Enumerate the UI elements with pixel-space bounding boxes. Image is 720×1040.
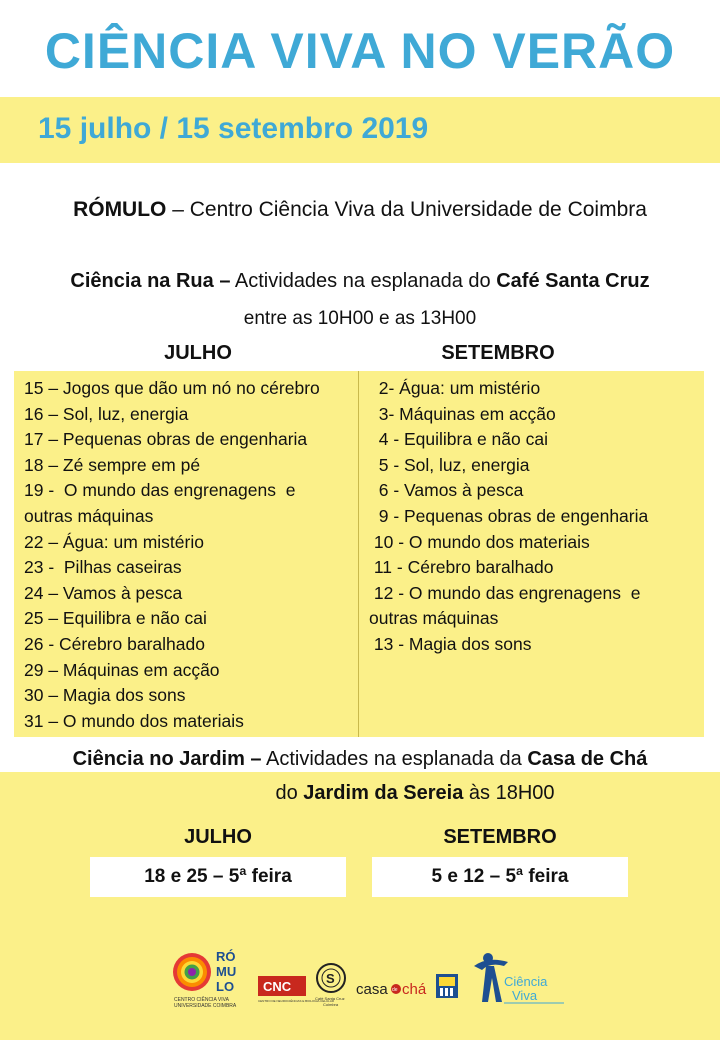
- building-logo: [436, 974, 458, 998]
- september-activity-item: 3- Máquinas em acção: [369, 403, 556, 424]
- july-activity-item: 19 - O mundo das engrenagens e: [24, 480, 296, 501]
- july-activity-item: 22 – Água: um mistério: [24, 531, 204, 552]
- cnc-logo-sub: CENTRO DE NEUROCIÊNCIAS E BIOLOGIA CELULAR: [258, 999, 335, 1003]
- september-activity-item: 4 - Equilibra e não cai: [369, 429, 548, 450]
- table-divider: [358, 371, 359, 737]
- cafe-logo-name: Café Santa Cruz: [315, 996, 345, 1001]
- ciencia-viva-logo: [474, 953, 564, 1003]
- casa-logo-mid: de: [392, 987, 398, 993]
- ciencia-viva-line2: Viva: [512, 988, 538, 1003]
- rua-description: Actividades na esplanada do: [230, 270, 497, 292]
- july-activity-item: 23 - Pilhas caseiras: [24, 557, 182, 578]
- romulo-logo-name-1: RÓ: [216, 949, 236, 964]
- rua-title: Ciência na Rua –: [70, 270, 231, 292]
- july-activity-item: 25 – Equilibra e não cai: [24, 608, 207, 629]
- july-activity-item: 30 – Magia dos sons: [24, 685, 186, 706]
- jardim-heading: [0, 748, 720, 771]
- september-activity-item: 5 - Sol, luz, energia: [369, 454, 530, 475]
- ciencia-viva-line1: Ciência: [504, 974, 548, 989]
- september-activity-item: 12 - O mundo das engrenagens e: [369, 582, 641, 603]
- jardim-july-header: JULHO: [184, 826, 252, 848]
- rua-heading: [0, 270, 720, 293]
- july-activity-item: 24 – Vamos à pesca: [24, 582, 183, 603]
- july-activity-item: 16 – Sol, luz, energia: [24, 403, 189, 424]
- jardim-line2-prefix: do: [275, 782, 304, 804]
- casa-logo-end: chá: [402, 981, 427, 998]
- rua-july-header: JULHO: [164, 342, 232, 364]
- july-activity-item: outras máquinas: [24, 505, 154, 526]
- september-activity-item: 6 - Vamos à pesca: [369, 480, 524, 501]
- rua-september-header: SETEMBRO: [441, 342, 555, 364]
- jardim-line2-place: Jardim da Sereia: [303, 782, 464, 804]
- july-activity-item: 17 – Pequenas obras de engenharia: [24, 429, 308, 450]
- jardim-description: Actividades na esplanada da: [261, 748, 528, 770]
- casa-logo-name: casa: [356, 981, 388, 998]
- cafe-logo-city: Coimbra: [323, 1002, 339, 1007]
- rua-time: entre as 10H00 e as 13H00: [243, 308, 477, 329]
- jardim-line2-time: às 18H00: [463, 782, 555, 804]
- july-activity-list: [24, 376, 354, 734]
- september-activity-item: 9 - Pequenas obras de engenharia: [369, 505, 649, 526]
- romulo-logo-name-3: LO: [216, 979, 235, 994]
- september-activity-item: outras máquinas: [369, 608, 499, 629]
- romulo-logo-line2: UNIVERSIDADE COIMBRA: [174, 1003, 237, 1009]
- july-activity-item: 18 – Zé sempre em pé: [24, 454, 201, 475]
- event-dates: 15 julho / 15 setembro 2019: [38, 112, 429, 145]
- rua-place: Café Santa Cruz: [496, 270, 650, 292]
- organizer-description: – Centro Ciência Viva da Universidade de Coimbra: [166, 198, 647, 221]
- organizer-line: [0, 198, 720, 222]
- cnc-logo-name: CNC: [263, 979, 292, 994]
- july-activity-item: 31 – O mundo dos materiais: [24, 710, 244, 731]
- jardim-september-dates: 5 e 12 – 5ª feira: [372, 857, 628, 897]
- partner-logos: [168, 944, 574, 1014]
- july-activity-item: 15 – Jogos que dão um nó no cérebro: [24, 378, 320, 398]
- organizer-name: RÓMULO: [73, 198, 167, 221]
- casa-de-cha-logo: [356, 981, 427, 998]
- romulo-logo-name-2: MU: [216, 964, 237, 979]
- romulo-logo: [173, 949, 237, 1009]
- jardim-september-header: SETEMBRO: [443, 826, 557, 848]
- september-activity-item: 10 - O mundo dos materiais: [369, 531, 590, 552]
- romulo-logo-line1: CENTRO CIÊNCIA VIVA: [174, 997, 229, 1003]
- cafe-seal-letter: S: [326, 971, 335, 986]
- page-title: CIÊNCIA VIVA NO VERÃO: [44, 23, 676, 79]
- september-activity-item: 2- Água: um mistério: [369, 378, 541, 398]
- jardim-place: Casa de Chá: [527, 748, 648, 770]
- september-activity-item: 13 - Magia dos sons: [369, 633, 532, 654]
- july-activity-item: 26 - Cérebro baralhado: [24, 633, 205, 654]
- jardim-title: Ciência no Jardim –: [72, 748, 262, 770]
- september-activity-list: [369, 376, 699, 658]
- september-activity-item: 11 - Cérebro baralhado: [369, 557, 554, 578]
- cafe-santa-cruz-logo: [315, 964, 345, 1007]
- jardim-subheading: [0, 782, 720, 805]
- jardim-july-dates: 18 e 25 – 5ª feira: [90, 857, 346, 897]
- july-activity-item: 29 – Máquinas em acção: [24, 659, 220, 680]
